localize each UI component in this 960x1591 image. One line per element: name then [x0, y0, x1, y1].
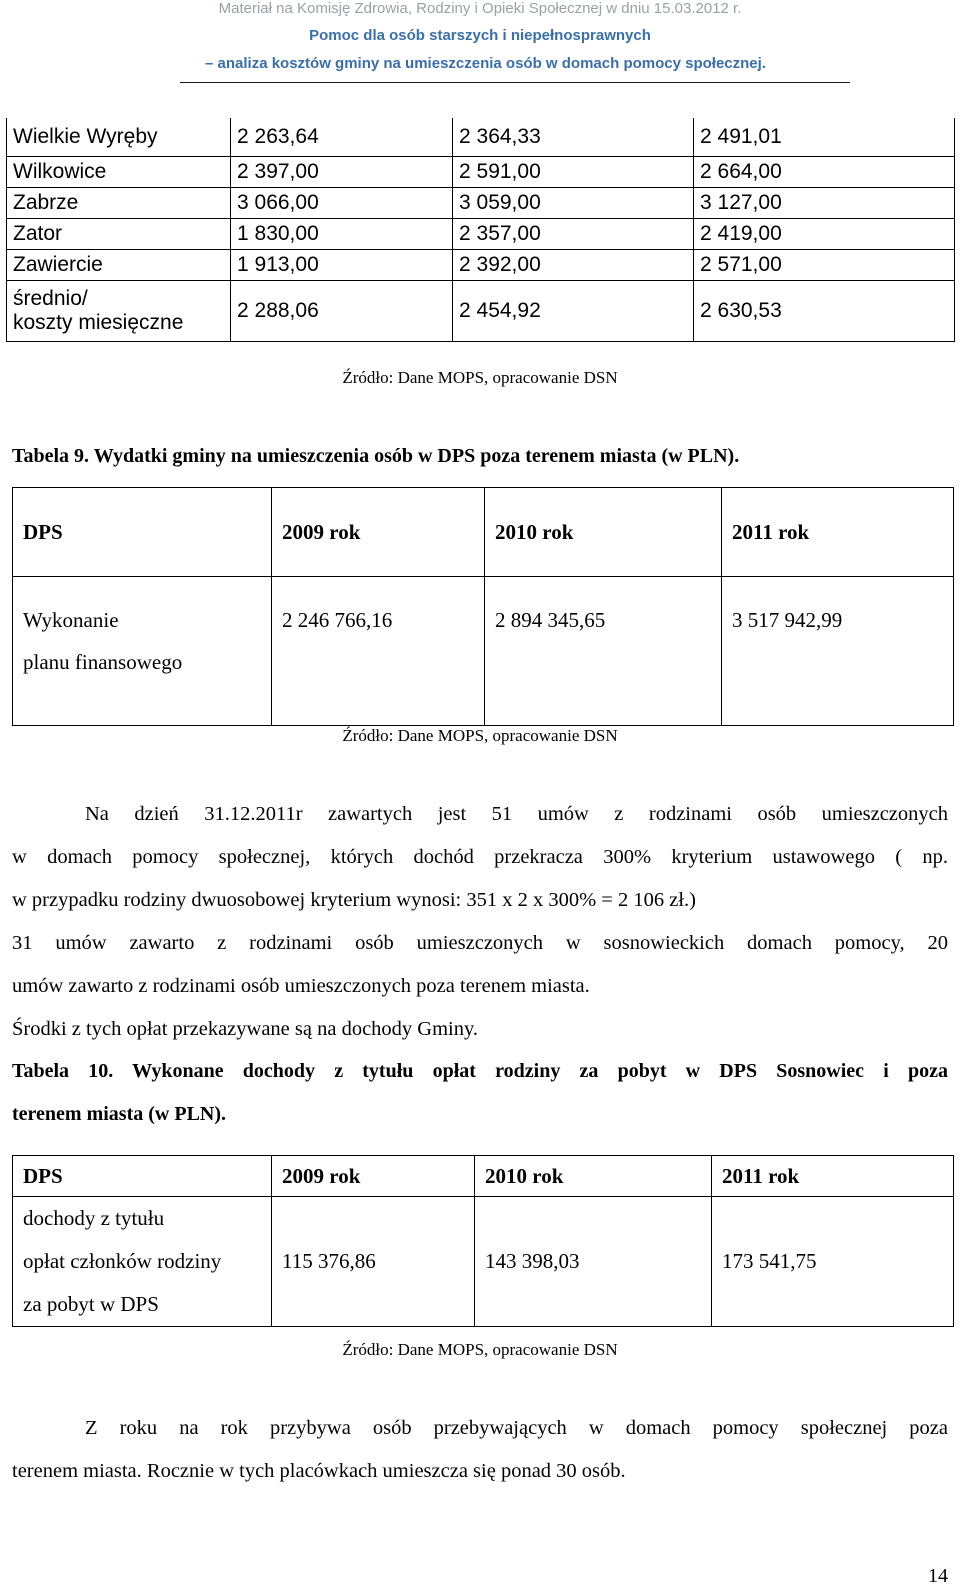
table-cell: Wilkowice [7, 157, 231, 188]
caption-line: terenem miasta (w PLN). [12, 1103, 227, 1125]
table10 [12, 1155, 954, 1327]
table-cell: 2 454,92 [453, 281, 694, 342]
source-note: Źródło: Dane MOPS, opracowanie DSN [342, 726, 618, 745]
table-cell: 2 630,53 [694, 281, 955, 342]
table-cell: 2 591,00 [453, 157, 694, 188]
table-cell: 173 541,75 [712, 1197, 954, 1327]
row-label-cell [13, 577, 272, 726]
table-header-cell: DPS [13, 1156, 272, 1197]
table-row [7, 219, 955, 250]
table-header-cell: 2009 rok [272, 488, 485, 577]
table-row [13, 577, 954, 726]
table-cell: 2 246 766,16 [272, 577, 485, 726]
caption-line: Tabela 10. Wykonane dochody z tytułu opłat rodziny za pobyt w DPS Sosnowiec i poza [12, 1060, 948, 1082]
row-label-line-2: planu finansowego [23, 650, 183, 674]
source-note: Źródło: Dane MOPS, opracowanie DSN [342, 368, 618, 387]
table-cell: 2 664,00 [694, 157, 955, 188]
paragraph-line: Na dzień 31.12.2011r zawartych jest 51 umów z rodzinami osób umieszczonych [85, 803, 948, 825]
table-cell: 2 419,00 [694, 219, 955, 250]
table-cell: 2 288,06 [231, 281, 453, 342]
table-cell: Zabrze [7, 188, 231, 219]
paragraph-line: terenem miasta. Rocznie w tych placówkach umieszcza się ponad 30 osób. [12, 1460, 626, 1482]
average-label-line-1: średnio/ [13, 287, 88, 310]
table-row [7, 118, 955, 157]
paragraph-line: Środki z tych opłat przekazywane są na dochody Gminy. [12, 1018, 479, 1040]
table-header-cell: DPS [13, 488, 272, 577]
table-cell: Zator [7, 219, 231, 250]
table-header-cell: 2011 rok [722, 488, 954, 577]
paragraph-line: w przypadku rodziny dwuosobowej kryterium wynosi: 351 x 2 x 300% = 2 106 zł.) [12, 889, 696, 911]
table-row [7, 250, 955, 281]
average-label-line-2: koszty miesięczne [13, 311, 184, 334]
row-label-line-3: za pobyt w DPS [23, 1292, 159, 1316]
table-cell: 2 397,00 [231, 157, 453, 188]
table-header-cell: 2010 rok [485, 488, 722, 577]
table-cell: 2 894 345,65 [485, 577, 722, 726]
table-row [13, 1197, 954, 1327]
table-cell: 3 059,00 [453, 188, 694, 219]
paragraph-line: w domach pomocy społecznej, których dochód przekracza 300% kryterium ustawowego ( np. [12, 846, 948, 868]
header-line-3: – analiza kosztów gminy na umieszczenia osób w domach pomocy społecznej. [205, 55, 766, 72]
table-cell: Zawiercie [7, 250, 231, 281]
table-cell: 1 913,00 [231, 250, 453, 281]
header-line-2: Pomoc dla osób starszych i niepełnosprawnych [309, 27, 651, 44]
page-number: 14 [928, 1565, 948, 1587]
table-header-row [13, 488, 954, 577]
paragraph-line: Z roku na rok przybywa osób przebywających w domach pomocy społecznej poza [85, 1417, 948, 1439]
table-row [7, 188, 955, 219]
table-cell: 2 571,00 [694, 250, 955, 281]
table-cell: Wielkie Wyręby [7, 118, 231, 157]
table-cell: 1 830,00 [231, 219, 453, 250]
table-header-cell: 2011 rok [712, 1156, 954, 1197]
table-cell: 2 392,00 [453, 250, 694, 281]
average-row [7, 281, 955, 342]
monthly-cost-table [6, 118, 955, 342]
table-row [7, 157, 955, 188]
average-label-cell [7, 281, 231, 342]
table-cell: 143 398,03 [475, 1197, 712, 1327]
table9 [12, 487, 954, 726]
paragraph-agreements [12, 793, 948, 1051]
table-cell: 2 357,00 [453, 219, 694, 250]
row-label-line-2: opłat członków rodziny [23, 1249, 222, 1273]
table-cell: 2 263,64 [231, 118, 453, 157]
paragraph-growth [12, 1407, 948, 1493]
row-label-line-1: Wykonanie [23, 608, 119, 632]
table-cell: 3 127,00 [694, 188, 955, 219]
paragraph-line: 31 umów zawarto z rodzinami osób umieszczonych w sosnowieckich domach pomocy, 20 [12, 932, 948, 954]
header-line-1: Materiał na Komisję Zdrowia, Rodziny i Opieki Społecznej w dniu 15.03.2012 r. [218, 0, 742, 17]
header-rule [180, 82, 850, 83]
table10-caption [12, 1050, 948, 1136]
table-cell: 2 364,33 [453, 118, 694, 157]
table-header-cell: 2009 rok [272, 1156, 475, 1197]
table9-caption: Tabela 9. Wydatki gminy na umieszczenia osób w DPS poza terenem miasta (w PLN). [12, 445, 740, 467]
row-label-cell [13, 1197, 272, 1327]
table-header-cell: 2010 rok [475, 1156, 712, 1197]
source-note: Źródło: Dane MOPS, opracowanie DSN [342, 1340, 618, 1359]
row-label-line-1: dochody z tytułu [23, 1206, 165, 1230]
table-cell: 3 517 942,99 [722, 577, 954, 726]
table-cell: 2 491,01 [694, 118, 955, 157]
paragraph-line: umów zawarto z rodzinami osób umieszczonych poza terenem miasta. [12, 975, 590, 997]
table-cell: 115 376,86 [272, 1197, 475, 1327]
table-cell: 3 066,00 [231, 188, 453, 219]
table-header-row [13, 1156, 954, 1197]
